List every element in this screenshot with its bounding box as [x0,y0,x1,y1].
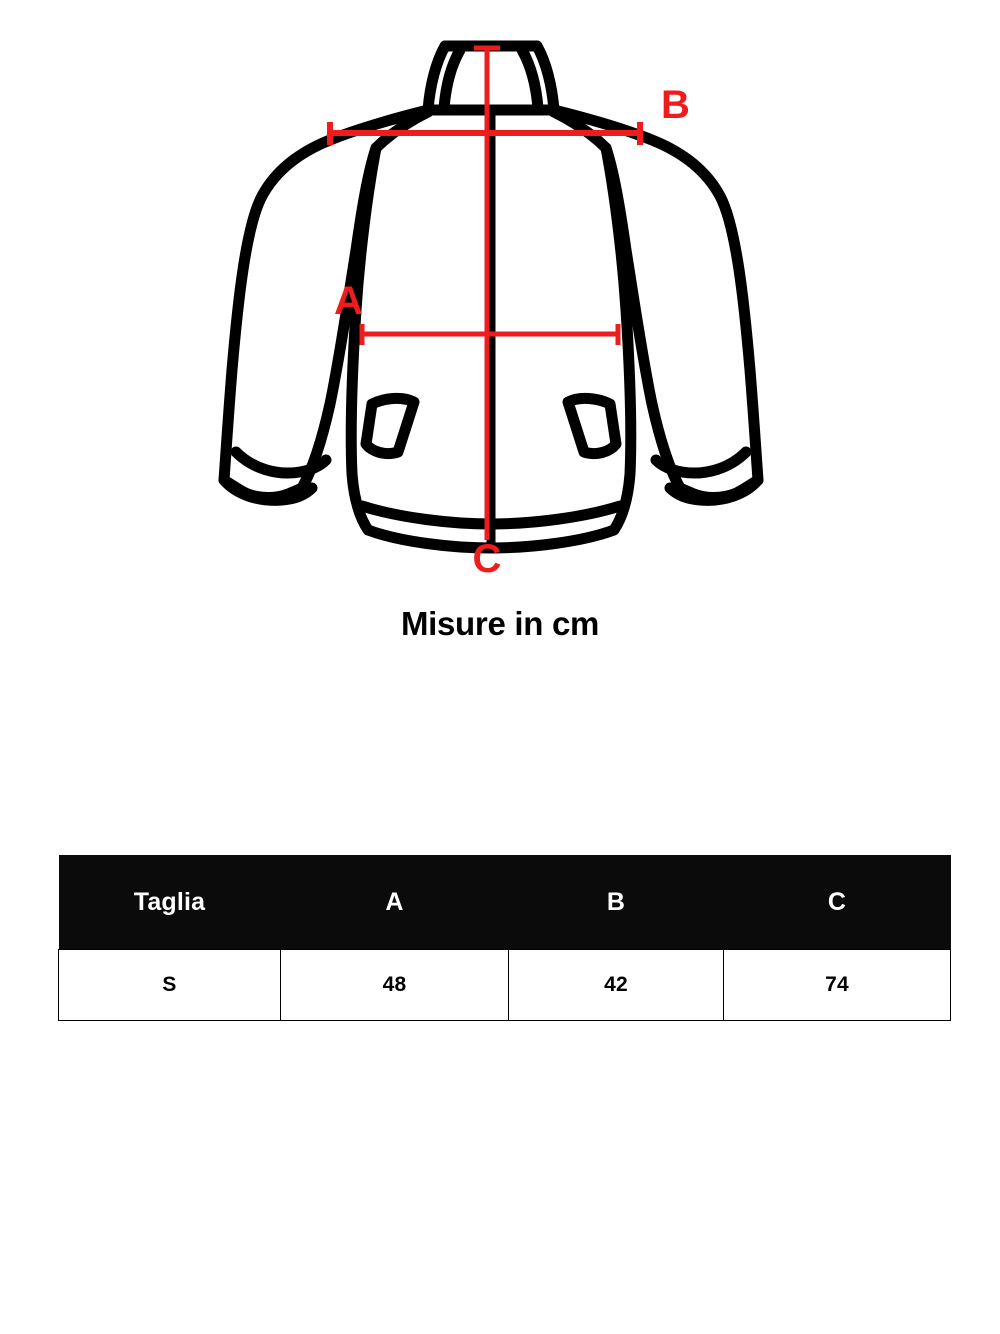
table-row [59,950,951,1021]
cell-a: 48 [281,950,509,1021]
measure-label-b: B [661,83,690,127]
measure-label-c: C [472,537,502,581]
jacket-diagram [0,0,1000,600]
cell-size: S [59,950,281,1021]
column-header-size: Taglia [59,855,281,950]
size-table-wrap [58,855,942,1021]
measure-label-a: A [334,279,363,323]
column-header-c: C [724,855,951,950]
size-table [58,855,951,1021]
cell-c: 74 [724,950,951,1021]
diagram-caption: Misure in cm [400,605,600,642]
jacket-diagram-svg [0,0,1000,600]
column-header-a: A [281,855,509,950]
table-header-row [59,855,951,950]
cell-b: 42 [509,950,724,1021]
column-header-b: B [509,855,724,950]
